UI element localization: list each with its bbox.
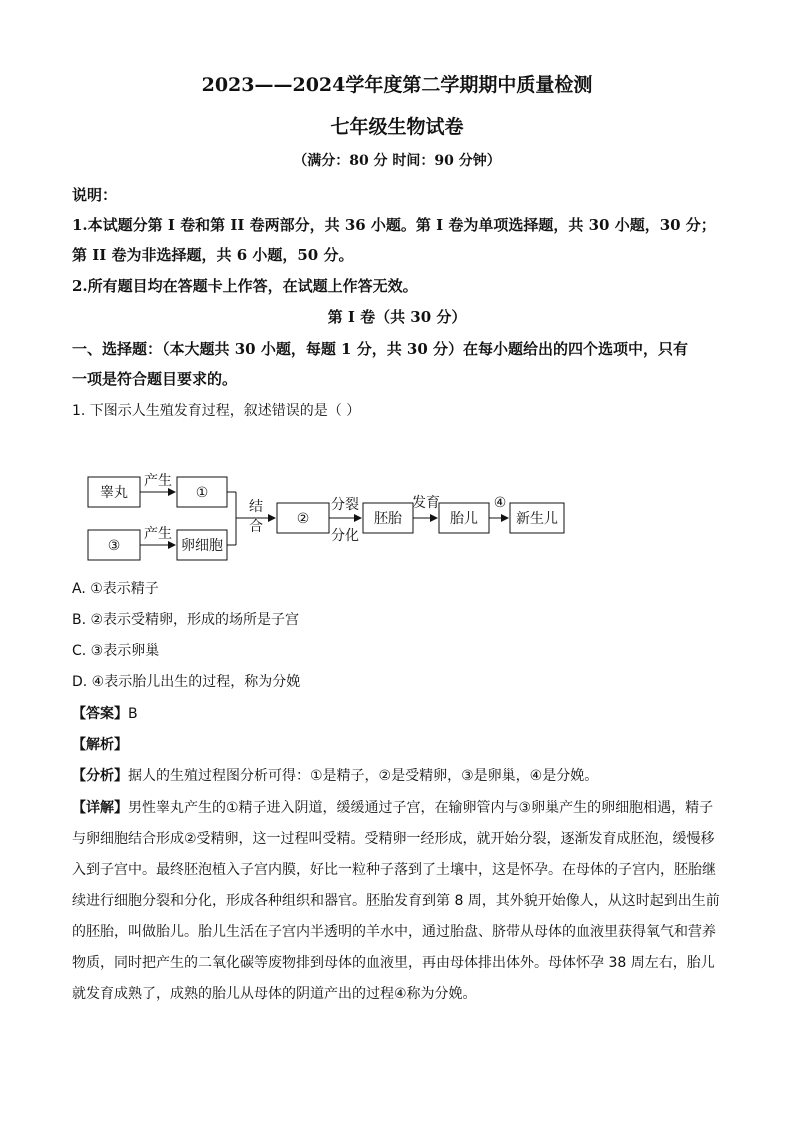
label-1: ① <box>195 485 209 501</box>
detail-line-2: 与卵细胞结合形成②受精卵，这一过程叫受精。受精卵一经形成，就开始分裂，逐渐发育成胚泡，缓慢移 <box>72 831 715 847</box>
label-2: ② <box>296 511 310 527</box>
answer-label: 【答案】 <box>72 706 128 722</box>
exam-meta: （满分：80 分 时间：90 分钟） <box>293 153 501 169</box>
answer-value: B <box>128 706 138 722</box>
instructions-heading: 说明： <box>72 186 118 204</box>
label-develop: 发育 <box>412 495 440 511</box>
answer-line <box>72 703 138 723</box>
fenxi-line <box>72 765 598 785</box>
label-combine-top: 结 <box>249 499 263 515</box>
label-testis: 睾丸 <box>100 485 128 501</box>
question-stem: 1. 下图示人生殖发育过程，叙述错误的是（ ） <box>72 403 361 419</box>
option-d: D. ④表示胎儿出生的过程，称为分娩 <box>72 674 301 690</box>
option-c: C. ③表示卵巢 <box>72 643 160 659</box>
label-3: ③ <box>107 538 121 554</box>
instructions-line2: 第 II 卷为非选择题，共 6 小题，50 分。 <box>72 246 354 264</box>
exam-title: 2023——2024学年度第二学期期中质量检测 <box>201 74 593 96</box>
label-produce-2: 产生 <box>144 526 172 542</box>
analysis-line <box>72 734 128 754</box>
section-title: 第 I 卷（共 30 分） <box>327 308 467 326</box>
label-newborn: 新生儿 <box>516 511 558 527</box>
option-b: B. ②表示受精卵，形成的场所是子宫 <box>72 612 300 628</box>
label-egg: 卵细胞 <box>181 538 223 554</box>
label-produce-1: 产生 <box>144 473 172 489</box>
detail-line-3: 入到子宫中。最终胚泡植入子宫内膜，好比一粒种子落到了土壤中，这是怀孕。在母体的子宫内，胚胎继 <box>72 862 716 878</box>
detail-line-7: 就发育成熟了，成熟的胎儿从母体的阴道产出的过程④称为分娩。 <box>72 986 477 1002</box>
exam-subtitle: 七年级生物试卷 <box>330 116 464 138</box>
analysis-label: 【解析】 <box>72 737 128 753</box>
label-embryo: 胚胎 <box>374 511 402 527</box>
label-combine-bottom: 合 <box>249 519 263 535</box>
detail-line-5: 的胚胎，叫做胎儿。胎儿生活在子宫内半透明的羊水中，通过胎盘、脐带从母体的血液里获得氧气和营养 <box>72 924 716 940</box>
fenxi-text: 据人的生殖过程图分析可得：①是精子，②是受精卵，③是卵巢，④是分娩。 <box>128 768 599 784</box>
label-differentiate: 分化 <box>331 528 359 544</box>
detail-line-6: 物质，同时把产生的二氧化碳等废物排到母体的血液里，再由母体排出体外。母体怀孕 38 周左右，胎儿 <box>72 955 715 971</box>
part-line2: 一项是符合题目要求的。 <box>72 370 238 388</box>
detail-label: 【详解】 <box>72 800 128 816</box>
instructions-line3: 2.所有题目均在答题卡上作答，在试题上作答无效。 <box>72 277 418 295</box>
reproduction-diagram <box>80 455 580 570</box>
label-fetus: 胎儿 <box>450 511 478 527</box>
label-divide: 分裂 <box>331 497 359 513</box>
detail-text-1: 男性睾丸产生的①精子进入阴道，缓缓通过子宫，在输卵管内与③卵巢产生的卵细胞相遇，精子 <box>128 800 714 816</box>
detail-line-1 <box>72 797 713 817</box>
fenxi-label: 【分析】 <box>72 768 128 784</box>
detail-line-4: 续进行细胞分裂和分化，形成各种组织和器官。胚胎发育到第 8 周，其外貌开始像人，从这时起到出生前 <box>72 893 720 909</box>
option-a: A. ①表示精子 <box>72 581 159 597</box>
label-4: ④ <box>493 495 507 511</box>
instructions-line1: 1.本试题分第 I 卷和第 II 卷两部分，共 36 小题。第 I 卷为单项选择题，共 30 小题，30 分； <box>72 216 716 234</box>
part-line1: 一、选择题：（本大题共 30 小题，每题 1 分，共 30 分）在每小题给出的四个选项中，只有 <box>72 340 689 358</box>
